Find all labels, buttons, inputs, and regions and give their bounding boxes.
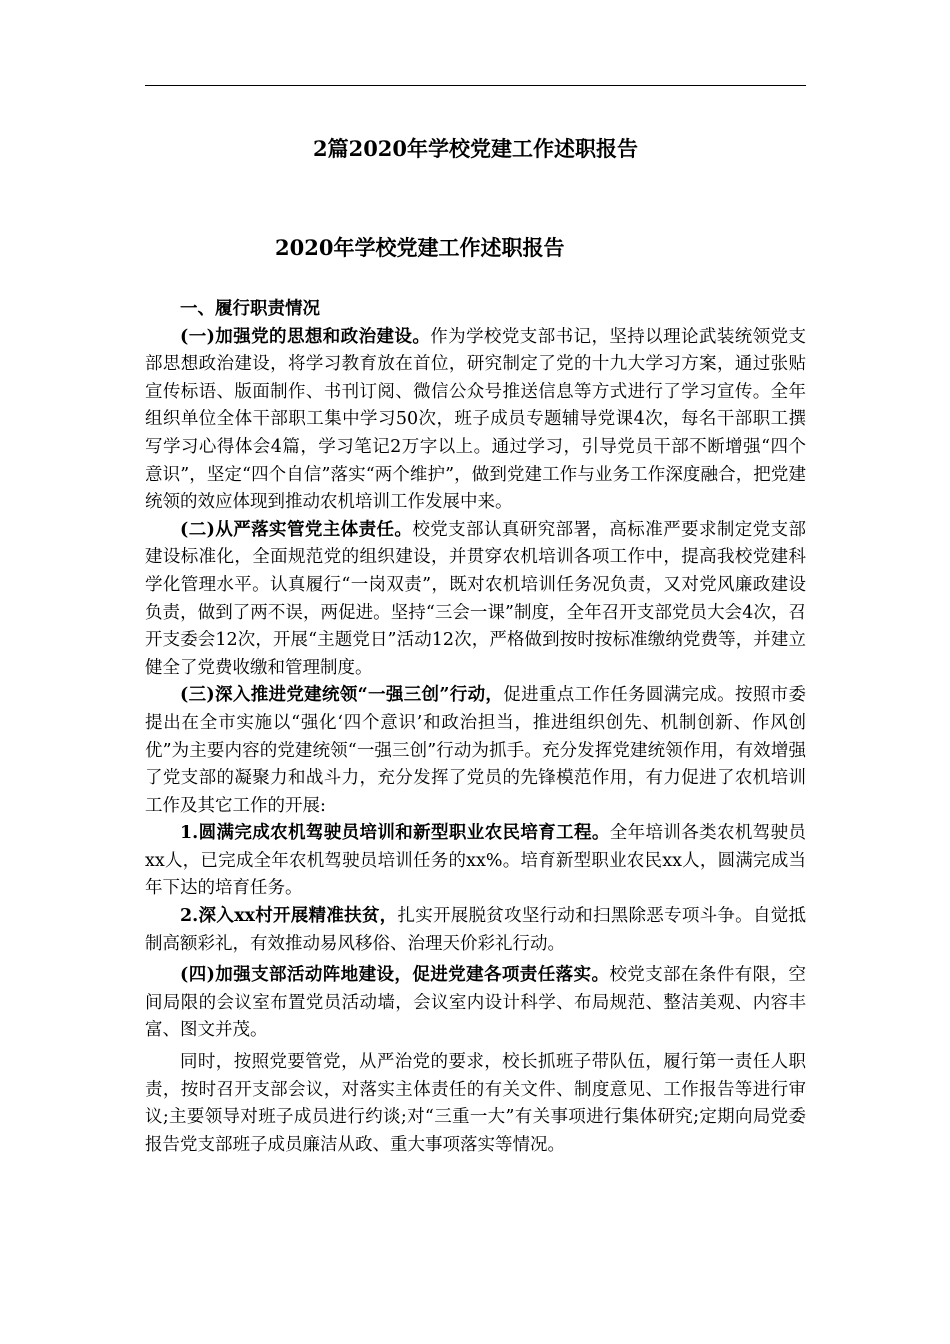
paragraph-2-lead: (二)从严落实管党主体责任。 bbox=[180, 519, 413, 540]
paragraph-1 bbox=[145, 324, 806, 517]
paragraph-6 bbox=[145, 962, 806, 1045]
paragraph-7: 同时，按照党要管党，从严治党的要求，校长抓班子带队伍，履行第一责任人职责，按时召开支部会议，对落实主体责任的有关文件、制度意见、工作报告等进行审议;主要领导对班子成员进行约谈;对“三重一大”有关事项进行集体研究;定期向局党委报告党支部班子成员廉洁从政、重大事项落实等情况。 bbox=[145, 1052, 806, 1155]
paragraph-6-text: 校党支部在条件有限，空间局限的会议室布置党员活动墙，会议室内设计科学、布局规范、整洁美观、内容丰富、图文并茂。 bbox=[145, 965, 806, 1041]
document-title: 2篇2020年学校党建工作述职报告 bbox=[312, 136, 639, 161]
paragraph-5-text: 扎实开展脱贫攻坚行动和扫黑除恶专项斗争。自觉抵制高额彩礼，有效推动易风移俗、治理天价彩礼行动。 bbox=[145, 906, 807, 954]
paragraph-4 bbox=[145, 820, 806, 903]
paragraph-5 bbox=[145, 903, 806, 958]
paragraph-4-text: 全年培训各类农机驾驶员xx人，已完成全年农机驾驶员培训任务的xx%。培育新型职业农民xx人，圆满完成当年下达的培育任务。 bbox=[145, 823, 806, 899]
paragraph-6-lead: (四)加强支部活动阵地建设，促进党建各项责任落实。 bbox=[180, 965, 610, 986]
paragraph-3-text: 促进重点工作任务圆满完成。按照市委提出在全市实施以“强化‘四个意识’和政治担当，推进组织创先、机制创新、作风创优”为主要内容的党建统领“一强三创”行动为抓手。充分发挥党建统领作用，有效增强了党支部的凝聚力和战斗力，充分发挥了党员的先锋模范作用，有力促进了农机培训工作及其它工作的开展: bbox=[145, 685, 806, 816]
paragraph-4-lead: 1.圆满完成农机驾驶员培训和新型职业农民培育工程。 bbox=[180, 823, 610, 844]
section-heading: 一、履行职责情况 bbox=[180, 299, 320, 319]
paragraph-3 bbox=[145, 682, 806, 820]
paragraph-2-text: 校党支部认真研究部署，高标准严要求制定党支部建设标准化，全面规范党的组织建设，并贯穿农机培训各项工作中，提高我校党建科学化管理水平。认真履行“一岗双责”，既对农机培训任务况负责，又对党风廉政建设负责，做到了两不误，两促进。坚持“三会一课”制度，全年召开支部党员大会4次，召开支委会12次，开展“主题党日”活动12次，严格做到按时按标准缴纳党费等，并建立健全了党费收缴和管理制度。 bbox=[145, 519, 807, 678]
report-body bbox=[145, 296, 806, 1159]
report-title: 2020年学校党建工作述职报告 bbox=[275, 235, 565, 260]
paragraph-3-lead: (三)深入推进党建统领“一强三创”行动， bbox=[180, 685, 504, 706]
paragraph-2 bbox=[145, 517, 806, 683]
paragraph-1-text: 作为学校党支部书记，坚持以理论武装统领党支部思想政治建设，将学习教育放在首位，研究制定了党的十九大学习方案，通过张贴宣传标语、版面制作、书刊订阅、微信公众号推送信息等方式进行了学习宣传。全年组织单位全体干部职工集中学习50次，班子成员专题辅导党课4次，每名干部职工撰写学习心得体会4篇，学习笔记2万字以上。通过学习，引导党员干部不断增强“四个意识”，坚定“四个自信”落实“两个维护”，做到党建工作与业务工作深度融合，把党建统领的效应体现到推动农机培训工作发展中来。 bbox=[145, 326, 806, 513]
paragraph-1-lead: (一)加强党的思想和政治建设。 bbox=[180, 326, 431, 347]
header-rule bbox=[145, 85, 806, 86]
paragraph-5-lead: 2.深入xx村开展精准扶贫， bbox=[180, 906, 398, 927]
